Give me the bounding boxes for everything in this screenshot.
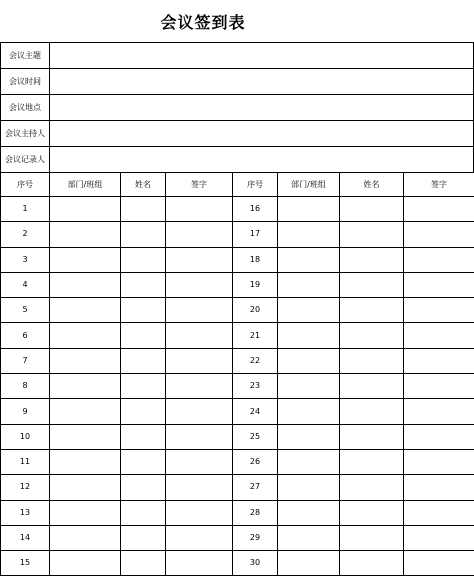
table-row: [1, 475, 474, 500]
info-label-location: 会议地点: [1, 95, 50, 121]
header-name-left: 姓名: [121, 173, 166, 197]
page-title: 会议签到表: [160, 13, 246, 32]
sign-cell-right[interactable]: [404, 551, 474, 576]
sign-cell-left[interactable]: [166, 551, 233, 576]
sign-cell-left[interactable]: [166, 348, 233, 373]
row-number-left: 7: [1, 348, 50, 373]
info-label-topic: 会议主题: [1, 43, 50, 69]
name-cell-left[interactable]: [121, 222, 166, 247]
table-row: [1, 272, 474, 297]
name-cell-right[interactable]: [340, 399, 404, 424]
sign-cell-right[interactable]: [404, 500, 474, 525]
table-row: [1, 348, 474, 373]
row-number-left: 8: [1, 374, 50, 399]
name-cell-left[interactable]: [121, 399, 166, 424]
row-number-left: 9: [1, 399, 50, 424]
dept-cell-right[interactable]: [278, 424, 340, 449]
dept-cell-right[interactable]: [278, 500, 340, 525]
name-cell-left[interactable]: [121, 500, 166, 525]
sign-cell-left[interactable]: [166, 247, 233, 272]
name-cell-left[interactable]: [121, 424, 166, 449]
name-cell-right[interactable]: [340, 449, 404, 474]
dept-cell-left[interactable]: [50, 348, 121, 373]
sign-cell-right[interactable]: [404, 247, 474, 272]
header-sign-left: 签字: [166, 173, 233, 197]
info-field-recorder[interactable]: [50, 147, 474, 173]
name-cell-left[interactable]: [121, 374, 166, 399]
sign-cell-left[interactable]: [166, 197, 233, 222]
sign-cell-left[interactable]: [166, 525, 233, 550]
info-label-host: 会议主持人: [1, 121, 50, 147]
row-number-right: 30: [233, 551, 278, 576]
info-row-recorder: [1, 147, 474, 173]
sign-cell-left[interactable]: [166, 424, 233, 449]
row-number-right: 22: [233, 348, 278, 373]
table-row: [1, 399, 474, 424]
row-number-right: 21: [233, 323, 278, 348]
sign-cell-right[interactable]: [404, 323, 474, 348]
row-number-left: 6: [1, 323, 50, 348]
table-row: [1, 298, 474, 323]
name-cell-right[interactable]: [340, 298, 404, 323]
row-number-left: 12: [1, 475, 50, 500]
name-cell-right[interactable]: [340, 272, 404, 297]
name-cell-right[interactable]: [340, 500, 404, 525]
dept-cell-right[interactable]: [278, 551, 340, 576]
sign-cell-left[interactable]: [166, 449, 233, 474]
table-row: [1, 323, 474, 348]
table-row: [1, 374, 474, 399]
dept-cell-left[interactable]: [50, 475, 121, 500]
info-field-topic[interactable]: [50, 43, 474, 69]
sign-cell-left[interactable]: [166, 272, 233, 297]
dept-cell-right[interactable]: [278, 449, 340, 474]
dept-cell-left[interactable]: [50, 500, 121, 525]
sign-cell-left[interactable]: [166, 475, 233, 500]
sign-cell-left[interactable]: [166, 323, 233, 348]
name-cell-right[interactable]: [340, 348, 404, 373]
name-cell-right[interactable]: [340, 475, 404, 500]
dept-cell-left[interactable]: [50, 222, 121, 247]
dept-cell-left[interactable]: [50, 298, 121, 323]
dept-cell-right[interactable]: [278, 374, 340, 399]
info-row-host: [1, 121, 474, 147]
header-dept-left: 部门/班组: [50, 173, 121, 197]
sign-cell-right[interactable]: [404, 222, 474, 247]
sign-cell-left[interactable]: [166, 399, 233, 424]
info-row-topic: [1, 43, 474, 69]
dept-cell-right[interactable]: [278, 399, 340, 424]
name-cell-left[interactable]: [121, 298, 166, 323]
name-cell-left[interactable]: [121, 348, 166, 373]
row-number-right: 23: [233, 374, 278, 399]
info-label-time: 会议时间: [1, 69, 50, 95]
sign-cell-left[interactable]: [166, 298, 233, 323]
row-number-right: 16: [233, 197, 278, 222]
dept-cell-left[interactable]: [50, 424, 121, 449]
name-cell-left[interactable]: [121, 525, 166, 550]
name-cell-right[interactable]: [340, 424, 404, 449]
dept-cell-right[interactable]: [278, 525, 340, 550]
table-row: [1, 247, 474, 272]
info-field-location[interactable]: [50, 95, 474, 121]
row-number-left: 10: [1, 424, 50, 449]
name-cell-left[interactable]: [121, 551, 166, 576]
header-sign-right: 签字: [404, 173, 474, 197]
sign-cell-left[interactable]: [166, 500, 233, 525]
row-number-left: 5: [1, 298, 50, 323]
header-name-right: 姓名: [340, 173, 404, 197]
name-cell-right[interactable]: [340, 374, 404, 399]
name-cell-left[interactable]: [121, 272, 166, 297]
sign-cell-right[interactable]: [404, 197, 474, 222]
dept-cell-right[interactable]: [278, 323, 340, 348]
header-seq-right: 序号: [233, 173, 278, 197]
row-number-left: 4: [1, 272, 50, 297]
row-number-right: 28: [233, 500, 278, 525]
dept-cell-right[interactable]: [278, 298, 340, 323]
info-field-time[interactable]: [50, 69, 474, 95]
sign-cell-left[interactable]: [166, 374, 233, 399]
sign-cell-right[interactable]: [404, 272, 474, 297]
name-cell-left[interactable]: [121, 197, 166, 222]
table-row: [1, 197, 474, 222]
info-field-host[interactable]: [50, 121, 474, 147]
sign-cell-right[interactable]: [404, 298, 474, 323]
row-number-right: 17: [233, 222, 278, 247]
sign-cell-right[interactable]: [404, 348, 474, 373]
name-cell-left[interactable]: [121, 247, 166, 272]
dept-cell-left[interactable]: [50, 449, 121, 474]
row-number-right: 29: [233, 525, 278, 550]
row-number-left: 14: [1, 525, 50, 550]
row-number-right: 20: [233, 298, 278, 323]
sign-cell-right[interactable]: [404, 374, 474, 399]
dept-cell-left[interactable]: [50, 525, 121, 550]
table-row: [1, 449, 474, 474]
row-number-right: 18: [233, 247, 278, 272]
table-row: [1, 525, 474, 550]
sign-cell-right[interactable]: [404, 525, 474, 550]
row-number-left: 13: [1, 500, 50, 525]
row-number-left: 3: [1, 247, 50, 272]
row-number-left: 1: [1, 197, 50, 222]
name-cell-right[interactable]: [340, 525, 404, 550]
dept-cell-right[interactable]: [278, 475, 340, 500]
table-row: [1, 551, 474, 576]
info-label-recorder: 会议记录人: [1, 147, 50, 173]
table-row: [1, 500, 474, 525]
header-seq-left: 序号: [1, 173, 50, 197]
row-number-left: 15: [1, 551, 50, 576]
dept-cell-right[interactable]: [278, 222, 340, 247]
sign-cell-left[interactable]: [166, 222, 233, 247]
name-cell-right[interactable]: [340, 222, 404, 247]
header-dept-right: 部门/班组: [278, 173, 340, 197]
row-number-right: 19: [233, 272, 278, 297]
dept-cell-left[interactable]: [50, 399, 121, 424]
attendance-rows: [1, 197, 474, 576]
name-cell-right[interactable]: [340, 551, 404, 576]
dept-cell-left[interactable]: [50, 272, 121, 297]
row-number-left: 2: [1, 222, 50, 247]
dept-cell-right[interactable]: [278, 197, 340, 222]
dept-cell-left[interactable]: [50, 374, 121, 399]
name-cell-right[interactable]: [340, 197, 404, 222]
sign-cell-right[interactable]: [404, 424, 474, 449]
name-cell-left[interactable]: [121, 323, 166, 348]
name-cell-left[interactable]: [121, 475, 166, 500]
sign-cell-right[interactable]: [404, 449, 474, 474]
dept-cell-right[interactable]: [278, 348, 340, 373]
dept-cell-left[interactable]: [50, 323, 121, 348]
row-number-left: 11: [1, 449, 50, 474]
dept-cell-right[interactable]: [278, 247, 340, 272]
info-row-time: [1, 69, 474, 95]
name-cell-left[interactable]: [121, 449, 166, 474]
table-header-row: [1, 173, 474, 197]
info-row-location: [1, 95, 474, 121]
row-number-right: 24: [233, 399, 278, 424]
row-number-right: 27: [233, 475, 278, 500]
meeting-info-table: [0, 42, 474, 173]
sign-cell-right[interactable]: [404, 475, 474, 500]
dept-cell-left[interactable]: [50, 551, 121, 576]
dept-cell-right[interactable]: [278, 272, 340, 297]
row-number-right: 26: [233, 449, 278, 474]
name-cell-right[interactable]: [340, 247, 404, 272]
table-row: [1, 424, 474, 449]
row-number-right: 25: [233, 424, 278, 449]
dept-cell-left[interactable]: [50, 197, 121, 222]
attendance-table: [0, 172, 474, 576]
dept-cell-left[interactable]: [50, 247, 121, 272]
sign-cell-right[interactable]: [404, 399, 474, 424]
name-cell-right[interactable]: [340, 323, 404, 348]
table-row: [1, 222, 474, 247]
